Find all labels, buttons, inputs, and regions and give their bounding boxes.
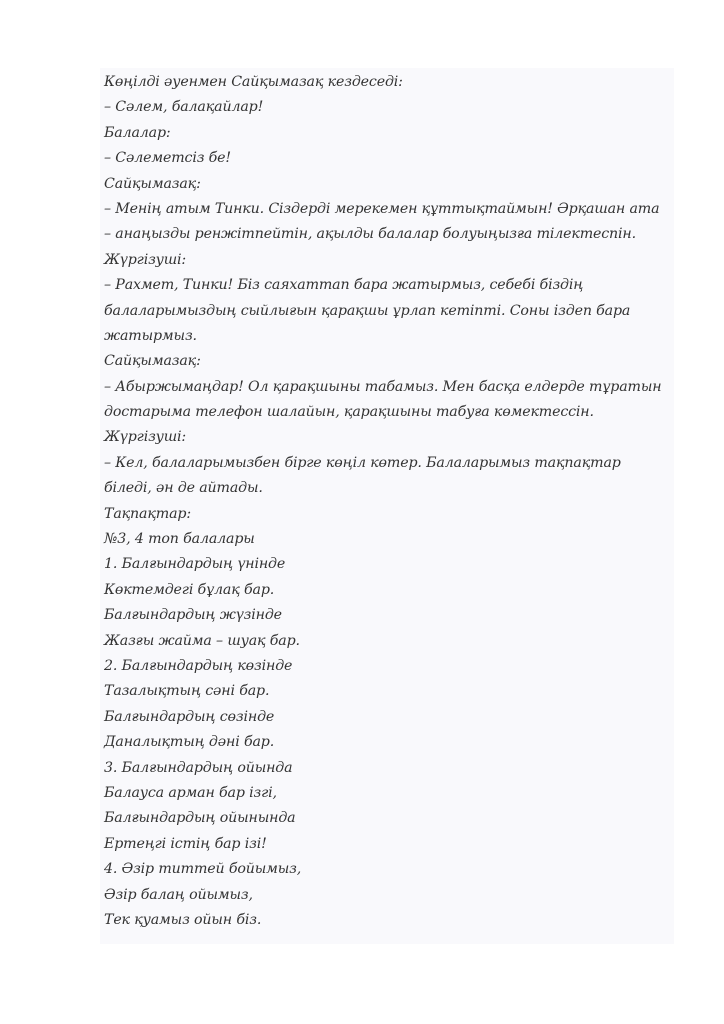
poem-line: Тазалықтың сәні бар. [104, 683, 270, 700]
poem-line: Ертеңгі істің бар ізі! [104, 835, 267, 852]
document-text-block [100, 68, 674, 944]
dialogue-line: – Сәлеметсіз бе! [104, 150, 231, 167]
poem-line: Даналықтың дәні бар. [104, 734, 275, 751]
speaker-label: Сайқымазақ: [104, 175, 201, 192]
dialogue-line: – Кел, балаларымызбен бірге көңіл көтер. Балаларымыз тақпақтар [104, 454, 621, 471]
dialogue-line: достарыма телефон шалайын, қарақшыны табуға көмектессін. [104, 404, 594, 421]
dialogue-line: – Абыржымаңдар! Ол қарақшыны табамыз. Мен басқа елдерде тұратын [104, 378, 662, 395]
speaker-label: Балалар: [104, 124, 171, 141]
poem-line: Балауса арман бар ізгі, [104, 784, 277, 801]
dialogue-line: жатырмыз. [104, 327, 197, 344]
poem-line: Балғындардың сөзінде [104, 708, 275, 725]
speaker-label: Жүргізуші: [104, 251, 187, 268]
poem-line: Әзір балаң ойымыз, [104, 886, 253, 903]
poem-line: Балғындардың жүзінде [104, 607, 282, 624]
poem-line: 3. Балғындардың ойында [104, 759, 293, 776]
dialogue-line: біледі, ән де айтады. [104, 480, 263, 497]
poem-line: Балғындардың ойынында [104, 810, 296, 827]
dialogue-line: – анаңызды ренжітпейтін, ақылды балалар болуыңызға тілектеспін. [104, 226, 636, 243]
poem-line: 2. Балғындардың көзінде [104, 657, 293, 674]
poem-line: Жазғы жайма – шуақ бар. [104, 632, 300, 649]
poem-line: 1. Балғындардың үнінде [104, 556, 286, 573]
dialogue-line: – Сәлем, балақайлар! [104, 99, 264, 116]
narration-line: Көңілді әуенмен Сайқымазақ кездеседі: [104, 74, 403, 90]
group-label: №3, 4 топ балалары [104, 531, 255, 548]
dialogue-line: – Рахмет, Тинки! Біз саяхаттап бара жатырмыз, себебі біздің [104, 277, 584, 294]
poem-line: 4. Әзір титтей бойымыз, [104, 861, 302, 878]
dialogue-line: балаларымыздың сыйлығын қарақшы ұрлап кетіпті. Соны іздеп бара [104, 302, 631, 319]
poem-line: Тек қуамыз ойын біз. [104, 911, 262, 928]
section-heading: Тақпақтар: [104, 505, 191, 522]
poem-line: Көктемдегі бұлақ бар. [104, 581, 275, 598]
dialogue-line: – Менің атым Тинки. Сіздерді мерекемен құттықтаймын! Әрқашан ата [104, 200, 660, 217]
speaker-label: Сайқымазақ: [104, 353, 201, 370]
speaker-label: Жүргізуші: [104, 429, 187, 446]
